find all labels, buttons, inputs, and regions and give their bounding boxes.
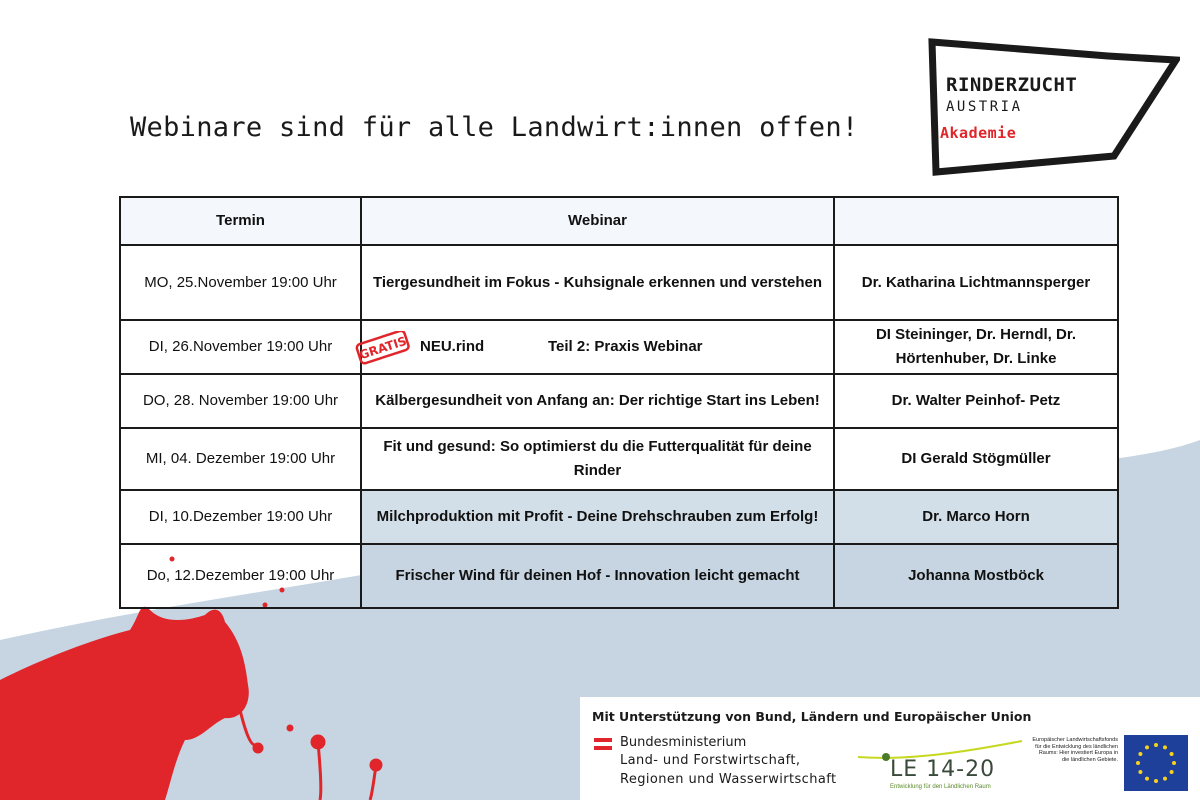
ministry-line2: Land- und Forstwirtschaft, [620,753,801,768]
row-date: MI, 04. Dezember 19:00 Uhr [120,428,361,490]
row-speaker: Dr. Walter Peinhof- Petz [834,374,1118,428]
eu-flag-icon [1124,735,1188,791]
ministry-line1: Bundesministerium [620,735,747,750]
row-webinar: Frischer Wind für deinen Hof - Innovation leicht gemacht [361,544,834,608]
table-row [120,245,1118,320]
le-logo-subtitle: Entwicklung für den Ländlichen Raum [890,784,991,790]
row-webinar: Fit und gesund: So optimierst du die Futterqualität für deine Rinder [361,428,834,490]
le-logo-text: LE 14-20 [890,757,996,782]
funding-panel [580,697,1200,800]
table-row [120,490,1118,544]
row-speaker: Johanna Mostböck [834,544,1118,608]
logo-line3: Akademie [940,124,1017,142]
row-speaker: Dr. Marco Horn [834,490,1118,544]
page-headline: Webinare sind für alle Landwirt:innen offen! [130,112,859,143]
header-speaker [834,197,1118,245]
webinar-title-part2: Teil 2: Praxis Webinar [548,338,703,355]
table-row [120,428,1118,490]
table-row [120,374,1118,428]
rinderzucht-logo [928,38,1180,178]
row-webinar: Kälbergesundheit von Anfang an: Der richtige Start ins Leben! [361,374,834,428]
funding-title: Mit Unterstützung von Bund, Ländern und Europäischer Union [592,709,1032,724]
table-header-row [120,197,1118,245]
row-webinar: Tiergesundheit im Fokus - Kuhsignale erkennen und verstehen [361,245,834,320]
logo-line1: RINDERZUCHT [946,74,1078,96]
webinar-title-neurind: NEU.rind [420,338,485,355]
row-speaker: DI Gerald Stögmüller [834,428,1118,490]
table-row [120,544,1118,608]
row-webinar: Milchproduktion mit Profit - Deine Drehschrauben zum Erfolg! [361,490,834,544]
row-speaker: Dr. Katharina Lichtmannsperger [834,245,1118,320]
row-date: DI, 26.November 19:00 Uhr [120,320,361,374]
header-termin: Termin [120,197,361,245]
ministry-line3: Regionen und Wasserwirtschaft [620,772,837,787]
header-webinar: Webinar [361,197,834,245]
row-date: DO, 28. November 19:00 Uhr [120,374,361,428]
logo-line2: AUSTRIA [946,99,1023,115]
row-date: Do, 12.Dezember 19:00 Uhr [120,544,361,608]
row-date: DI, 10.Dezember 19:00 Uhr [120,490,361,544]
row-date: MO, 25.November 19:00 Uhr [120,245,361,320]
austria-flag-icon [594,738,612,750]
row-webinar [357,320,834,374]
stamp-label: GRATIS [357,333,409,363]
webinar-schedule-table [119,196,1119,609]
eu-fund-text: Europäischer Landwirtschaftsfonds für die Entwicklung des ländlichen Raums: Hier investiert Europa in die ländlichen Gebiete. [1032,737,1118,763]
table-row [120,320,1118,374]
gratis-stamp-icon [354,331,412,365]
row-speaker: DI Steininger, Dr. Herndl, Dr. Hörtenhuber, Dr. Linke [834,320,1118,374]
